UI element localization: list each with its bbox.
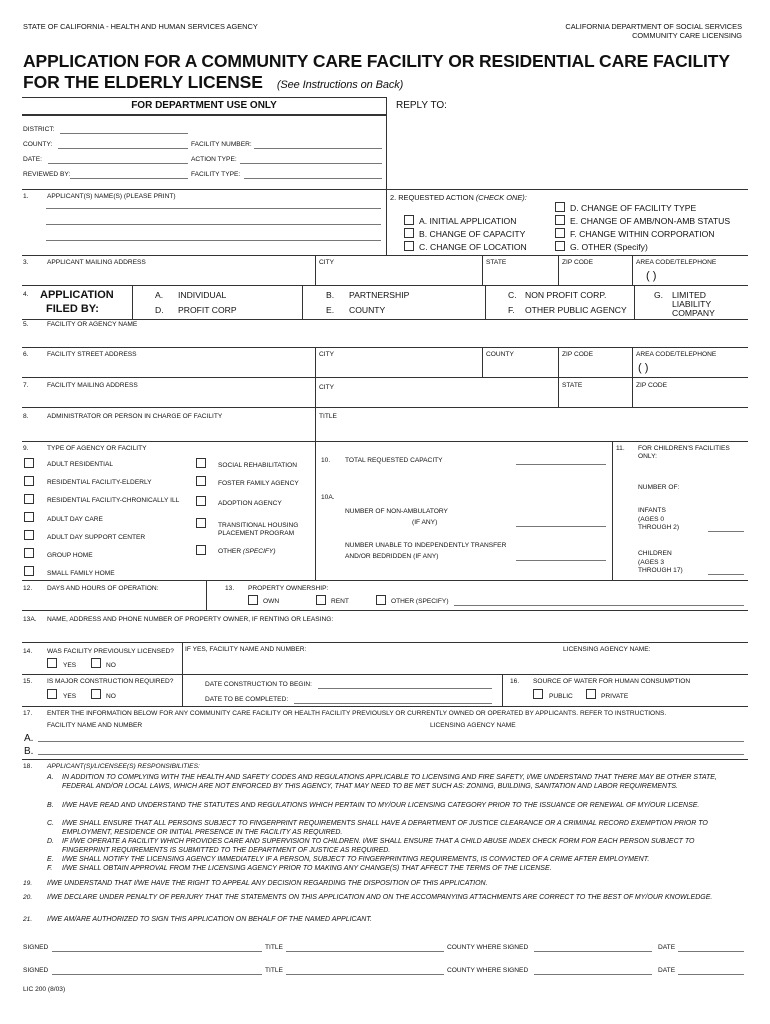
construction-label: IS MAJOR CONSTRUCTION REQUIRED? — [47, 678, 174, 685]
own-checkbox[interactable] — [248, 595, 258, 605]
date-label: DATE: — [23, 156, 42, 163]
action-type-label: ACTION TYPE: — [191, 156, 237, 163]
partnership-option: PARTNERSHIP — [349, 290, 410, 300]
responsibility-item: I/WE SHALL ENSURE THAT ALL PERSONS SUBJECT TO FINGERPRINT REQUIREMENTS SHALL HAVE A DEPARTMENT OF JUSTICE CLEARANCE OR A CRIMINAL RECORD EXEMPTION PRIOR TO EMPLOYMENT, RESIDENCE OR INITIAL PRESENCE IN THE FACILITY AS REQUIRED. — [62, 820, 708, 836]
county-signed-field-1[interactable] — [534, 951, 652, 952]
applicant-phone-field[interactable]: ( ) — [646, 270, 657, 282]
agency-header: STATE OF CALIFORNIA - HEALTH AND HUMAN SERVICES AGENCY — [23, 22, 258, 31]
responsibilities-heading: APPLICANT(S)/LICENSEE(S) RESPONSIBILITIES: — [47, 763, 200, 770]
rcfe-checkbox[interactable] — [24, 476, 34, 486]
childrens-facilities-label: FOR CHILDREN'S FACILITIES — [638, 445, 730, 452]
signed-label-2: SIGNED — [23, 967, 49, 974]
days-hours-label: DAYS AND HOURS OF OPERATION: — [47, 585, 159, 592]
authorization-statement: I/WE AM/ARE AUTHORIZED TO SIGN THIS APPLICATION ON BEHALF OF THE NAMED APPLICANT. — [47, 916, 372, 923]
llc-option: LIMITED — [672, 290, 706, 300]
other-ownership-field[interactable] — [454, 605, 744, 606]
responsibility-letter: D. — [47, 838, 54, 845]
responsibility-item: IF I/WE OPERATE A FACILITY WHICH PROVIDES CARE AND SUPERVISION TO CHILDREN. I/WE SHALL ENSURE THAT A CHILD ABUSE INDEX CHECK FORM FOR EACH PERSON SUBJECT TO FINGERPRINT REQUIREMENTS IS SUBMITTED TO THE DEPARTMENT OF JUSTICE AS REQUIRED. — [62, 838, 695, 854]
responsibility-letter: A. — [47, 774, 54, 781]
non-ambulatory-field[interactable] — [516, 526, 606, 527]
reviewed-by-label: REVIEWED BY: — [23, 171, 71, 178]
date-field[interactable] — [48, 163, 188, 164]
county-signed-field-2[interactable] — [534, 974, 652, 975]
prev-licensed-no-checkbox[interactable] — [91, 658, 101, 668]
prior-agency-name-label: LICENSING AGENCY NAME — [430, 722, 516, 729]
other-public-agency-option: OTHER PUBLIC AGENCY — [525, 305, 627, 315]
water-source-label: SOURCE OF WATER FOR HUMAN CONSUMPTION — [533, 678, 691, 685]
public-water-checkbox[interactable] — [533, 689, 543, 699]
facility-phone-field[interactable]: ( ) — [638, 362, 649, 374]
perjury-statement: I/WE DECLARE UNDER PENALTY OF PERJURY THAT THE STATEMENTS ON THIS APPLICATION AND ON THE ACCOMPANYING ATTACHMENTS ARE CORRECT TO THE BEST OF MY/OUR KNOWLEDGE. — [47, 894, 713, 901]
change-amb-status-checkbox[interactable] — [555, 215, 565, 225]
form-title-line1: APPLICATION FOR A COMMUNITY CARE FACILITY OR RESIDENTIAL CARE FACILITY — [23, 51, 730, 71]
private-water-checkbox[interactable] — [586, 689, 596, 699]
date-signed-field-2[interactable] — [678, 974, 744, 975]
rcfci-checkbox[interactable] — [24, 494, 34, 504]
department-header: CALIFORNIA DEPARTMENT OF SOCIAL SERVICES — [565, 22, 742, 31]
adult-residential-checkbox[interactable] — [24, 458, 34, 468]
facility-name-label: FACILITY OR AGENCY NAME — [47, 321, 138, 328]
administrator-label: ADMINISTRATOR OR PERSON IN CHARGE OF FACILITY — [47, 413, 223, 420]
other-facility-checkbox[interactable] — [196, 545, 206, 555]
change-capacity-checkbox[interactable] — [404, 228, 414, 238]
prior-facilities-instruction: ENTER THE INFORMATION BELOW FOR ANY COMMUNITY CARE FACILITY OR HEALTH FACILITY PREVIOUSLY OR CURRENTLY OWNED OR OPERATED BY APPLICANTS. REFER TO INSTRUCTIONS. — [47, 710, 667, 717]
responsibility-letter: B. — [47, 802, 54, 809]
responsibility-letter: C. — [47, 820, 54, 827]
infants-field[interactable] — [708, 531, 744, 532]
signature-field-1[interactable] — [52, 951, 262, 952]
division-header: COMMUNITY CARE LICENSING — [632, 31, 742, 40]
appeal-statement: I/WE UNDERSTAND THAT I/WE HAVE THE RIGHT TO APPEAL ANY DECISION REGARDING THE DISPOSITION OF THIS APPLICATION. — [47, 880, 488, 887]
property-ownership-label: PROPERTY OWNERSHIP: — [248, 585, 329, 592]
other-action-checkbox[interactable] — [555, 241, 565, 251]
applicant-mailing-address-label: APPLICANT MAILING ADDRESS — [47, 259, 146, 266]
non-ambulatory-label: NUMBER OF NON-AMBULATORY — [345, 508, 448, 515]
application-filed-by-label: APPLICATION — [40, 289, 114, 301]
profit-corp-option: PROFIT CORP — [178, 305, 237, 315]
responsibility-letter: F. — [47, 865, 53, 872]
construction-no-checkbox[interactable] — [91, 689, 101, 699]
title-field-1[interactable] — [286, 951, 444, 952]
facility-street-address-label: FACILITY STREET ADDRESS — [47, 351, 137, 358]
construction-complete-field[interactable] — [294, 703, 492, 704]
reply-to-label: REPLY TO: — [396, 100, 447, 111]
change-within-corp-checkbox[interactable] — [555, 228, 565, 238]
construction-yes-checkbox[interactable] — [47, 689, 57, 699]
applicant-name-line-2[interactable] — [46, 224, 381, 225]
adoption-agency-checkbox[interactable] — [196, 496, 206, 506]
adult-day-support-checkbox[interactable] — [24, 530, 34, 540]
signed-label-1: SIGNED — [23, 944, 49, 951]
prior-facility-name-label: FACILITY NAME AND NUMBER — [47, 722, 143, 729]
responsibility-item: I/WE SHALL OBTAIN APPROVAL FROM THE LICENSING AGENCY PRIOR TO MAKING ANY CHANGE(S) THAT AFFECT THE TERMS OF THE LICENSE. — [62, 865, 552, 872]
dept-use-heading: FOR DEPARTMENT USE ONLY — [131, 100, 277, 111]
responsibility-letter: E. — [47, 856, 54, 863]
district-label: DISTRICT: — [23, 126, 55, 133]
facility-type-field[interactable] — [244, 178, 382, 179]
reviewed-by-field[interactable] — [70, 178, 188, 179]
change-location-checkbox[interactable] — [404, 241, 414, 251]
bedridden-label: NUMBER UNABLE TO INDEPENDENTLY TRANSFER — [345, 542, 507, 549]
responsibility-item: I/WE SHALL NOTIFY THE LICENSING AGENCY IMMEDIATELY IF A PERSON, SUBJECT TO FINGERPRINTING REQUIREMENTS, IS CONVICTED OF A CRIME AFTER EMPLOYMENT. — [62, 856, 650, 863]
facility-mailing-address-label: FACILITY MAILING ADDRESS — [47, 382, 138, 389]
county-option: COUNTY — [349, 305, 386, 315]
prev-facility-label: IF YES, FACILITY NAME AND NUMBER: — [185, 646, 307, 653]
adult-day-care-checkbox[interactable] — [24, 512, 34, 522]
facility-type-label: FACILITY TYPE: — [191, 171, 241, 178]
non-profit-corp-option: NON PROFIT CORP. — [525, 290, 607, 300]
county-field[interactable] — [58, 148, 188, 149]
applicant-name-line-3[interactable] — [46, 240, 381, 241]
prior-facility-b-field[interactable] — [38, 754, 744, 755]
social-rehab-checkbox[interactable] — [196, 458, 206, 468]
other-ownership-checkbox[interactable] — [376, 595, 386, 605]
prev-agency-label: LICENSING AGENCY NAME: — [563, 646, 651, 653]
action-type-field[interactable] — [240, 163, 382, 164]
responsibility-item: IN ADDITION TO COMPLYING WITH THE HEALTH AND SAFETY CODES AND REGULATIONS APPLICABLE TO LICENSING AND FIRE SAFETY, I/WE UNDERSTAND THAT THERE MAY BE OTHER STATE, FEDERAL AND/OR LOCAL LAWS, WHICH ARE NOT ENFORCED BY THIS AGENCY, THAT MAY NEED TO BE MET SUCH AS: ZONING, BUILDING, SANITATION AND LABOR REQUIREMENTS. — [62, 774, 717, 790]
group-home-checkbox[interactable] — [24, 548, 34, 558]
facility-number-label: FACILITY NUMBER: — [191, 141, 252, 148]
title-field-2[interactable] — [286, 974, 444, 975]
total-capacity-label: TOTAL REQUESTED CAPACITY — [345, 457, 443, 464]
form-id: LIC 200 (8/03) — [23, 986, 66, 993]
prior-facility-a-field[interactable] — [38, 741, 744, 742]
construction-complete-label: DATE TO BE COMPLETED: — [205, 696, 289, 703]
county-label: COUNTY: — [23, 141, 53, 148]
district-field[interactable] — [60, 133, 188, 134]
change-facility-type-checkbox[interactable] — [555, 202, 565, 212]
requested-action-label: 2. REQUESTED ACTION (CHECK ONE): — [390, 193, 527, 202]
rent-checkbox[interactable] — [316, 595, 326, 605]
individual-option: INDIVIDUAL — [178, 290, 227, 300]
small-family-home-checkbox[interactable] — [24, 566, 34, 576]
signature-field-2[interactable] — [52, 974, 262, 975]
construction-begin-label: DATE CONSTRUCTION TO BEGIN: — [205, 681, 312, 688]
instructions-note: (See Instructions on Back) — [276, 79, 404, 91]
applicant-name-line-1[interactable] — [46, 208, 381, 209]
total-capacity-field[interactable] — [516, 464, 606, 465]
foster-family-agency-checkbox[interactable] — [196, 476, 206, 486]
applicant-names-label: APPLICANT(S) NAME(S) (PLEASE PRINT) — [47, 193, 176, 200]
children-field[interactable] — [708, 574, 744, 575]
prev-licensed-yes-checkbox[interactable] — [47, 658, 57, 668]
agency-type-label: TYPE OF AGENCY OR FACILITY — [47, 445, 147, 452]
property-owner-label: NAME, ADDRESS AND PHONE NUMBER OF PROPERTY OWNER, IF RENTING OR LEASING: — [47, 616, 334, 623]
responsibility-item: I/WE HAVE READ AND UNDERSTAND THE STATUTES AND REGULATIONS WHICH PERTAIN TO MY/OUR LICENSING CATEGORY PRIOR TO THE ISSUANCE OR RENEWAL OF MY/OUR LICENSE. — [62, 802, 700, 809]
transitional-housing-checkbox[interactable] — [196, 518, 206, 528]
construction-begin-field[interactable] — [318, 688, 492, 689]
date-signed-field-1[interactable] — [678, 951, 744, 952]
initial-application-checkbox[interactable] — [404, 215, 414, 225]
facility-number-field[interactable] — [254, 148, 382, 149]
bedridden-field[interactable] — [516, 560, 606, 561]
form-title-line2: FOR THE ELDERLY LICENSE (See Instructions on Back) — [23, 72, 404, 92]
previously-licensed-label: WAS FACILITY PREVIOUSLY LICENSED? — [47, 648, 174, 655]
